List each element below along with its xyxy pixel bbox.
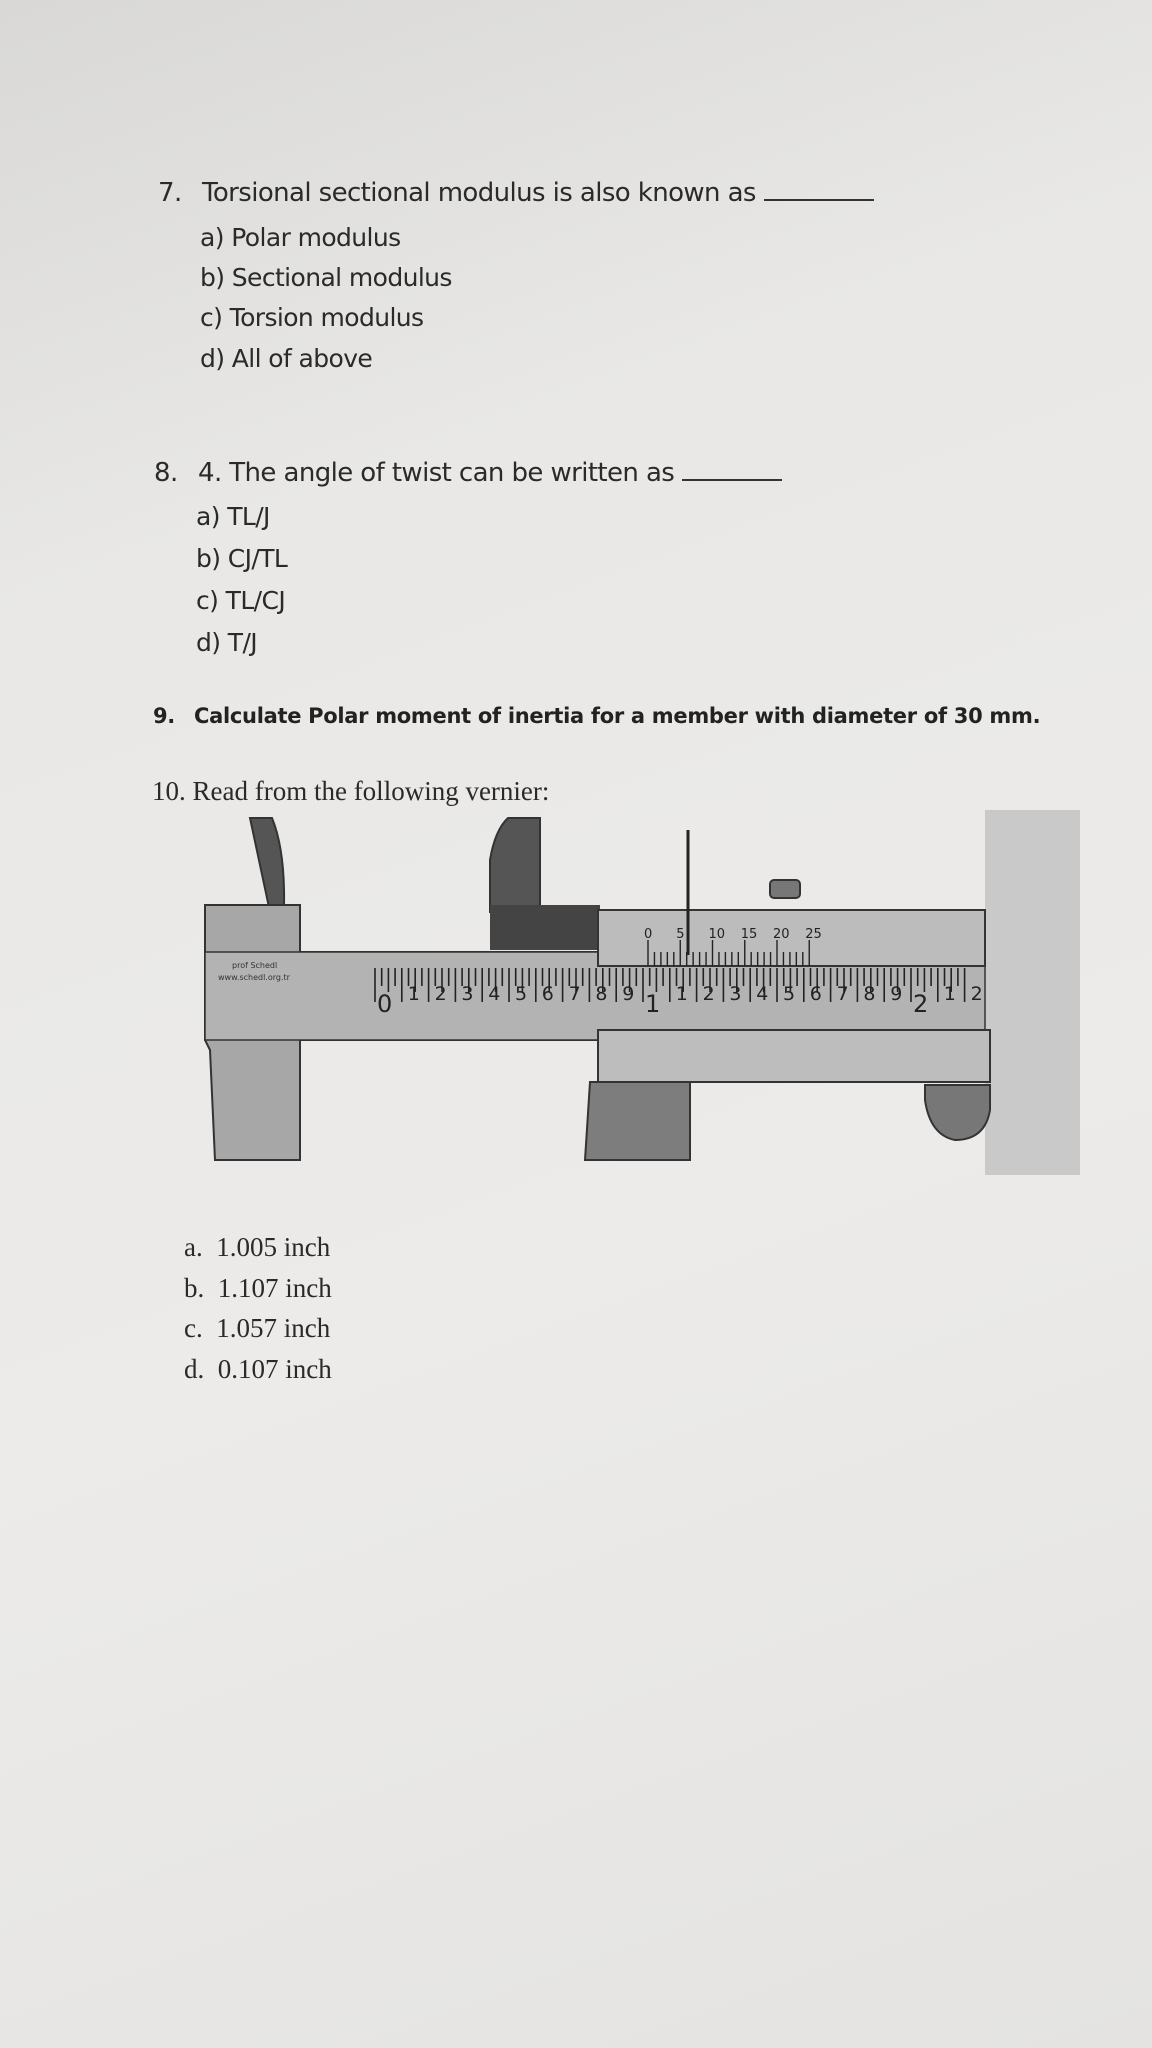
lock-screw (770, 880, 800, 898)
option-b (184, 1273, 332, 1304)
option-c: c) Torsion modulus (200, 303, 424, 332)
depth-rod-end (925, 1085, 990, 1140)
option-c: c) TL/CJ (196, 586, 286, 615)
main-scale-label: 1 (645, 990, 661, 1018)
question-number: 9. (153, 704, 175, 728)
option-a (184, 1232, 330, 1263)
main-scale-label: 1 (407, 983, 420, 1005)
vernier-slider (598, 910, 985, 966)
question-text: 4. The angle of twist can be written as (198, 458, 675, 488)
main-scale-label: 7 (836, 983, 849, 1005)
vernier-scale-label: 5 (676, 927, 685, 942)
option-a: a) TL/J (196, 502, 270, 531)
option-d (184, 1354, 332, 1385)
upper-fixed-jaw (250, 818, 284, 912)
main-scale-label: 8 (863, 983, 876, 1005)
main-scale-label: 6 (541, 983, 554, 1005)
lower-sliding-jaw (585, 1082, 690, 1160)
main-scale-label: 5 (783, 983, 796, 1005)
main-scale-label: 4 (488, 983, 501, 1005)
main-scale-label: 2 (434, 983, 447, 1005)
background-block (985, 810, 1080, 1175)
option-letter: a. (184, 1232, 203, 1262)
main-scale-label: 1 (943, 983, 956, 1005)
main-scale-label: 8 (595, 983, 608, 1005)
option-text: 1.057 inch (216, 1313, 331, 1343)
option-d: d) All of above (200, 344, 373, 373)
question-number: 8. (154, 458, 178, 488)
main-scale-label: 2 (913, 990, 929, 1018)
question-text: Torsional sectional modulus is also known as (202, 178, 756, 208)
main-scale-label: 9 (890, 983, 903, 1005)
option-text: 0.107 inch (217, 1354, 332, 1384)
logo-line-2: www.schedl.org.tr (218, 973, 290, 982)
main-scale-label: 4 (756, 983, 769, 1005)
option-a: a) Polar modulus (200, 223, 401, 252)
main-scale-label: 2 (970, 983, 983, 1005)
main-scale-label: 3 (461, 983, 474, 1005)
option-text: 1.107 inch (217, 1273, 332, 1303)
logo-line-1: prof Schedl (232, 961, 278, 970)
lower-slider (598, 1030, 990, 1082)
main-scale-label: 9 (622, 983, 635, 1005)
vernier-scale-label: 25 (805, 927, 822, 942)
main-scale-label: 5 (515, 983, 528, 1005)
main-scale-label: 7 (568, 983, 581, 1005)
option-d: d) T/J (196, 628, 258, 657)
option-b: b) CJ/TL (196, 544, 288, 573)
main-scale-label: 6 (809, 983, 822, 1005)
question-text: Read from the following vernier: (192, 776, 550, 806)
main-scale-label: 2 (702, 983, 715, 1005)
option-b: b) Sectional modulus (200, 263, 452, 292)
question-text: Calculate Polar moment of inertia for a member with diameter of 30 mm. (194, 704, 1041, 728)
option-letter: c. (184, 1313, 203, 1343)
vernier-scale-label: 10 (708, 927, 726, 942)
upper-sliding-jaw (490, 818, 540, 912)
option-text: 1.005 inch (216, 1232, 331, 1262)
question-number: 10. (152, 776, 186, 806)
main-scale-label: 0 (377, 990, 393, 1018)
vernier-scale-label: 15 (740, 927, 758, 942)
option-c (184, 1313, 330, 1344)
option-letter: d. (184, 1354, 205, 1384)
vernier-scale-label: 0 (644, 927, 653, 942)
main-scale-label: 3 (729, 983, 742, 1005)
main-scale-label: 1 (675, 983, 688, 1005)
option-letter: b. (184, 1273, 205, 1303)
question-number: 7. (158, 178, 182, 208)
vernier-scale-label: 20 (773, 927, 790, 942)
